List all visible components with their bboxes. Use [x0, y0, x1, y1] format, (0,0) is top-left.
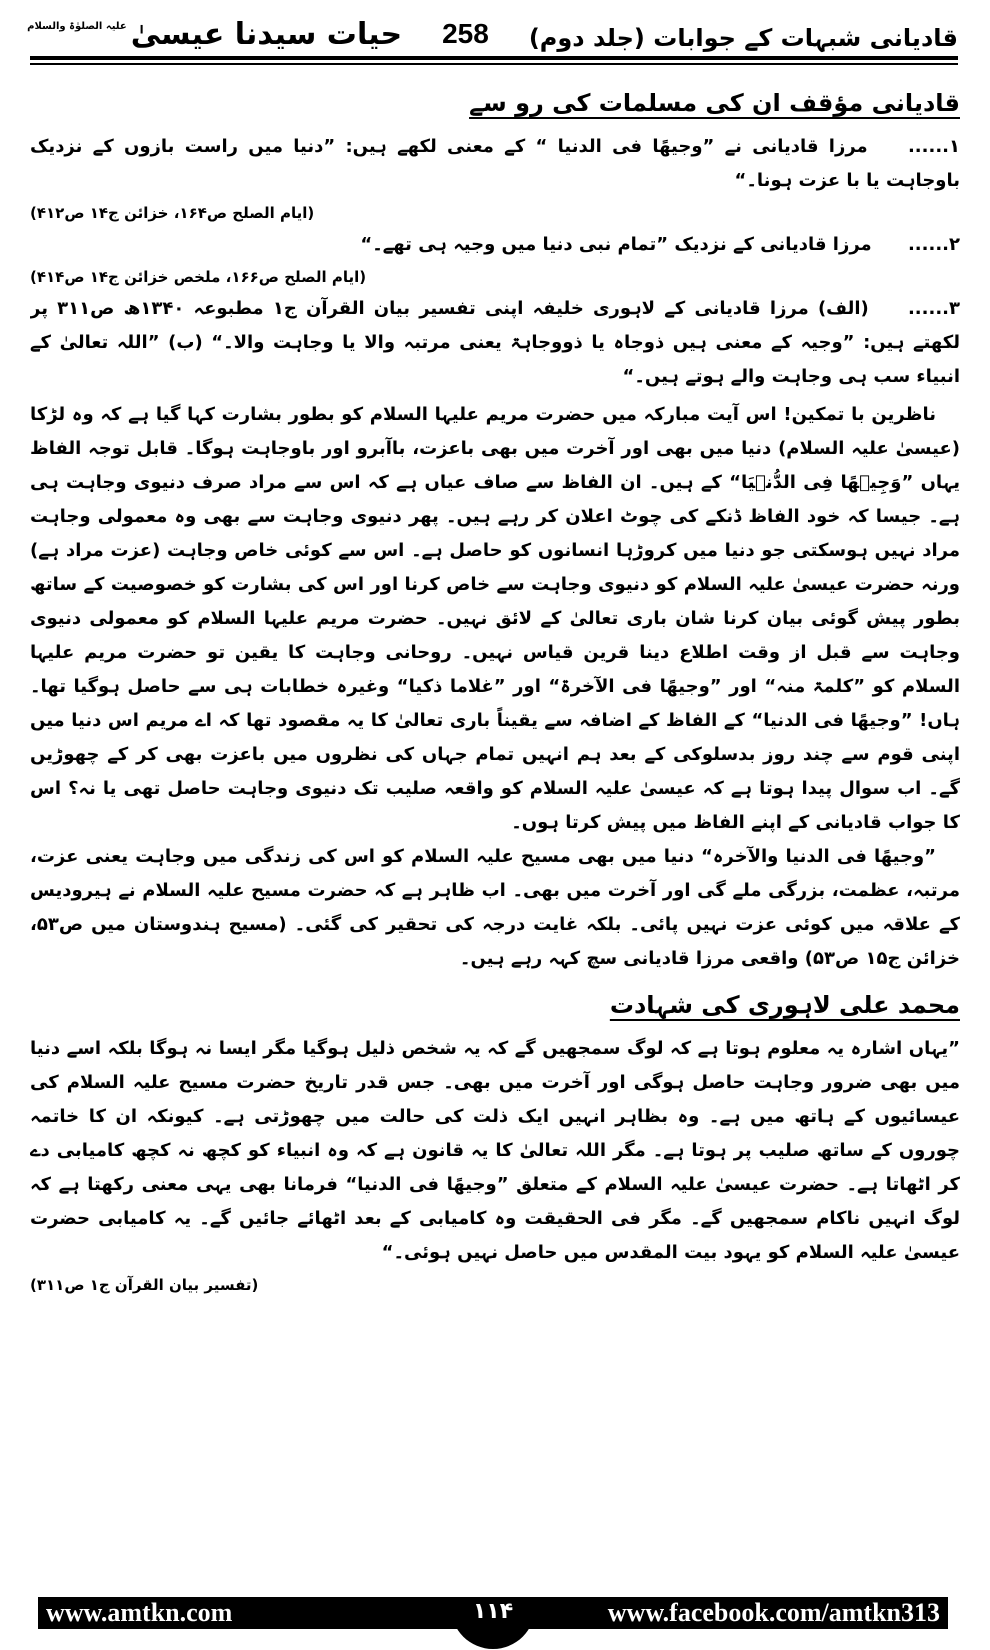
item-number: ۱...... — [907, 136, 960, 157]
list-item-2 — [30, 228, 960, 262]
series-title: قادیانی شبہات کے جوابات (جلد دوم) — [528, 24, 958, 52]
body-paragraph: ”وجیھًا فی الدنیا والآخرہ“ دنیا میں بھی مسیح علیہ السلام کو اس کی زندگی میں وجاہت یعنی عزت، مرتبہ، عظمت، بزرگی ملے گی اور آخرت میں بھی۔ اب ظاہر ہے کہ حضرت مسیح علیہ السلام نے ہیرودیس کے علاقہ میں کوئی عزت نہیں پائی۔ بلکہ غایت درجہ کی تحقیر کی گئی۔ (مسیح ہندوستان میں ص۵۳، خزائن ج۱۵ ص۵۳) واقعی مرزا قادیانی سچ کہہ رہے ہیں۔ — [30, 846, 960, 969]
quote-paragraph — [30, 1032, 960, 1270]
book-title: حیات سیدنا عیسیٰ — [130, 17, 403, 52]
header-rule-thin — [30, 63, 958, 65]
item-number: ۳...... — [907, 298, 960, 319]
page-body — [30, 74, 960, 1586]
footer-page-number: ۱۱۴ — [451, 1597, 535, 1649]
item-text: مرزا قادیانی کے نزدیک ”تمام نبی دنیا میں وجیہ ہی تھے۔“ — [360, 234, 872, 255]
header-page-number: 258 — [442, 18, 489, 49]
page-header — [27, 6, 958, 52]
citation-row — [30, 198, 960, 228]
citation: (ایام الصلح ص۱۶۴، خزائن ج۱۴ ص۴۱۲) — [30, 204, 315, 222]
item-number: ۲...... — [907, 234, 960, 255]
page-footer — [38, 1597, 948, 1629]
item-text: (الف) مرزا قادیانی کے لاہوری خلیفہ اپنی تفسیر بیان القرآن ج۱ مطبوعہ ۱۳۴۰ھ ص۳۱۱ پر لکھتے ہیں: ”وجیہ کے معنی ہیں ذوجاہ یا ذووجاہۃ یعنی مرتبہ والا یا وجاہت والا۔“ (ب) ”اللہ تعالیٰ کے انبیاء سب ہی وجاہت والے ہوتے ہیں۔“ — [30, 298, 960, 387]
section-heading-qadiani-position: قادیانی مؤقف ان کی مسلمات کی رو سے — [469, 89, 960, 117]
list-item-1 — [30, 130, 960, 198]
website-link[interactable]: www.amtkn.com — [46, 1598, 233, 1627]
facebook-link[interactable]: www.facebook.com/amtkn313 — [607, 1598, 940, 1627]
citation: (تفسیر بیان القرآن ج۱ ص۳۱۱) — [30, 1276, 259, 1294]
citation-row — [30, 262, 960, 292]
list-item-3 — [30, 292, 960, 394]
section-heading-muhammad-ali-lahori: محمد علی لاہوری کی شہادت — [609, 991, 960, 1019]
citation: (ایام الصلح ص۱۶۶، ملخص خزائن ج۱۴ ص۴۱۴) — [30, 268, 367, 286]
item-text: مرزا قادیانی نے ”وجیھًا فی الدنیا “ کے معنی لکھے ہیں: ”دنیا میں راست بازوں کے نزدیک باوجاہت یا با عزت ہونا۔“ — [30, 136, 960, 191]
quote-text: ”یہاں اشارہ یہ معلوم ہوتا ہے کہ لوگ سمجھیں گے کہ یہ شخص ذلیل ہوگیا مگر ایسا نہ ہوگا بلکہ اسے دنیا میں بھی ضرور وجاہت حاصل ہوگی اور آخرت میں بھی۔ جس قدر تاریخ حضرت مسیح علیہ السلام کی عیسائیوں کے ہاتھ میں ہے۔ وہ بظاہر انہیں ایک ذلت کی حالت میں چھوڑتی ہے۔ کیونکہ ان کا خاتمہ چوروں کے ساتھ صلیب پر ہوتا ہے۔ مگر اللہ تعالیٰ کا یہ قانون ہے کہ وہ انبیاء کو کچھ نہ کچھ کامیابی دے کر اٹھاتا ہے۔ حضرت عیسیٰ علیہ السلام کے متعلق ”وجیھًا فی الدنیا“ فرمانا بھی یہی معنی رکھتا ہے کہ لوگ انہیں ناکام سمجھیں گے۔ مگر فی الحقیقت وہ کامیابی کے بعد اٹھائے جائیں گے۔ یہ کامیابی حضرت عیسیٰ علیہ السلام کو یہود بیت المقدس میں حاصل نہیں ہوئی۔“ — [30, 1038, 960, 1263]
body-paragraph: ناظرین با تمکین! اس آیت مبارکہ میں حضرت مریم علیہا السلام کو بطور بشارت کہا گیا ہے کہ وہ لڑکا (عیسیٰ علیہ السلام) دنیا میں بھی اور آخرت میں بھی باعزت، باآبرو اور باوجاہت ہوگا۔ قابل توجہ الفاظ یہاں ”وَجِیۡھًا فِی الدُّنۡیَا“ کے ہیں۔ ان الفاظ سے صاف عیاں ہے کہ اس سے مراد صرف دنیوی وجاہت ہی ہے۔ جیسا کہ خود الفاظ ڈنکے کی چوٹ اعلان کر رہے ہیں۔ پھر دنیوی وجاہت سے بھی وہ معمولی وجاہت مراد نہیں ہوسکتی جو دنیا میں کروڑہا انسانوں کو حاصل ہے۔ اس سے کوئی خاص وجاہت (عزت مراد ہے) ورنہ حضرت عیسیٰ علیہ السلام کو دنیوی وجاہت سے خاص کرنا اور اس کی بشارت کو خصوصیت کے ساتھ بطور پیش گوئی بیان کرنا شان باری تعالیٰ کے لائق نہیں۔ حضرت مریم علیہا السلام کو معمولی دنیوی وجاہت سے قبل از وقت اطلاع دینا قرین قیاس نہیں۔ روحانی وجاہت کا یقین تو حضرت مریم علیہا السلام کو ”کلمۃ منہ“ اور ”وجیھًا فی الآخرۃ“ اور ”غلاما ذکیا“ وغیرہ خطابات ہی سے حاصل ہوگیا تھا۔ ہاں! ”وجیھًا فی الدنیا“ کے الفاظ کے اضافہ سے یقیناً باری تعالیٰ کا یہ مقصود تھا کہ اے مریم اس دنیا میں اپنی قوم سے چند روز بدسلوکی کے بعد ہم انہیں تمام جہاں کی نظروں میں باعزت بھی کر کے چھوڑیں گے۔ اب سوال پیدا ہوتا ہے کہ عیسیٰ علیہ السلام کو واقعہ صلیب تک دنیوی وجاہت حاصل تھی یا نہ؟ اس کا جواب قادیانی کے اپنے الفاظ میں پیش کرتا ہوں۔ — [30, 404, 960, 833]
header-rule-thick — [30, 56, 958, 60]
honorific: علیہ الصلوٰۃ والسلام — [27, 21, 127, 32]
citation-row — [30, 1270, 960, 1300]
